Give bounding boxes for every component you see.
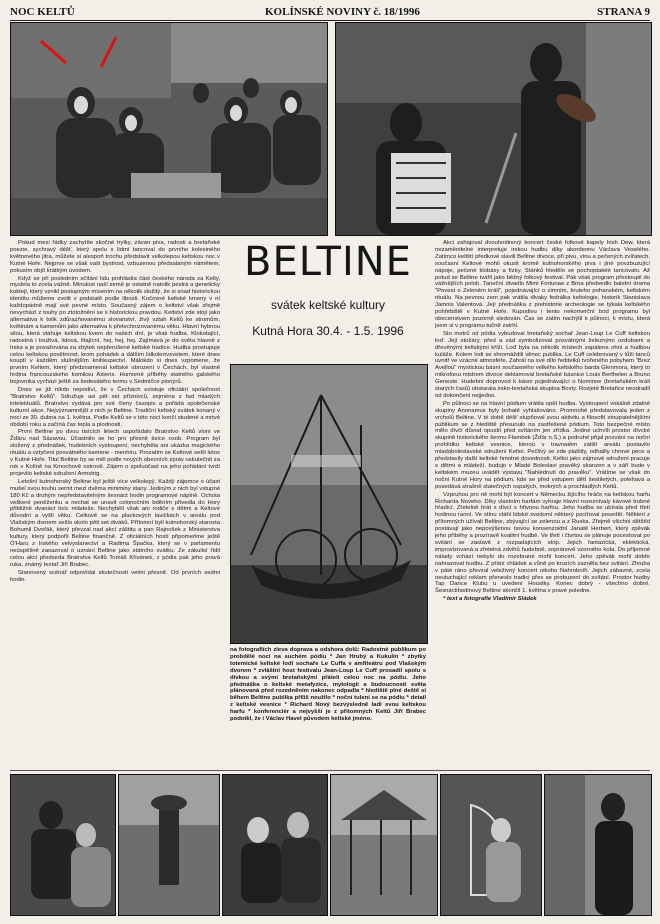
photo-musicians-graphic — [336, 23, 651, 235]
photo-strip-6-graphic — [545, 775, 651, 915]
left-paragraph: Když se při posledním sčítání lidu prohlásila část českého národa za Kelty, myslela to zcela vážně. Minulost naší země je ostatně natolik pestrá a geneticky koktejl, který vznikl postupným mísením na několik složitý, že si snad historickou identitu můžeme zvolit v podstatě podle libosti. Kočovné keltské kmeny v ní každopádně mají své pevné místo. Současný zájem o keltství však zřejmě nevychází z touhy po ztotožnění se s historickou pravdou. Keltství zde stojí jako alternativa k tolik zdůrazňovanému slovanství, živý vztah Keltů ke stromům, květinám a kamenům jako alternativa k přetechnizovanému věku. Hlavní hybnou silou, která vtáhuje keltskou kvem do našich dní, je však hudba. Klokotající, radostná i touživá, lidová, lítajícní, hej, hej, hej. Zajímavá je do světa hlavně z Irska a je považována za zbytek nepřerušené keltské tradice. Hudba prostupuje celou keltskou povětrnost, krom pohádek a dálším lidkokrovsvetem, které dnes kouptí v každém slušnějším knihkupectví. Málokdo si dnes vzpomene, že prvním Keltem, který předznamenal keltské obrození v Čechách, byl vlastně hrdina francouzského komiksu Asterix. Humorné příběhy statného galského bojovníka vychází ještě za šedesátého termu v Sedmičce pionýrů. — [10, 275, 220, 386]
photo-strip-4-graphic — [331, 775, 437, 915]
article-left-column — [10, 240, 220, 768]
author-credit: * text a fotografie Vladimír Sládek — [443, 596, 537, 603]
photo-audience-graphic — [11, 23, 327, 235]
photo-audience — [10, 22, 328, 236]
right-paragraph: Po půlnoci se na hlavní pódium vrátila opět hudba. Vystoupení vokálně zdatné skupiny Anonamus byly bohatě vyhlašováno. Promnohé představovala jeden z vrcholů Beltine. V té době déšť stupňoval svou aktivitu a filosoftí stoupatelnějšími publikum se z hlediště přesunulo na zastřešené pódium. Toto bezpečné místo mělo dívčí důvod opustit před svítáním jen zřídka. Jediné uchvíli prostor dívcké skupině historického šermu Flambek (Žďár n.S.) a podruhé přijal pozvání na noční prohlídku keltské vesnice, kterou v travnatém zátiší areálu postavilo mladoboleslavské sdružení Keltoi. Pečlivý se zde plaštily, odhalily chrové pece a představily další keltské hmotné dovednosti. Keltoi jako zájmové sdružení pracuje s dětmi a mládeží, budujo v Mladé Boleslavi pravěký skanzen a v září bude v keltském muzeu uvádět výstavu "Nahlédnutí do pravěku". Vrátíme se však do noční Kutné Hory na pódium, kde se před vstupem dětí šestiletých, polehavá a posedává strašně statečných ospalých, mokrých a prochladlých Keltů. — [435, 400, 650, 490]
right-paragraph: Sto metrů od pódia vybudoval bretaňský sochař Jean-Loup Le Cuff keltskou loď. Její stožáry, před a zád symbolizoval posvátnými železnými ozdobami a dřevěnými keltskými kříži. Loď byla na několik místech zapálena ohni a hudbou kuláže. Kolem lodi se shromáždili věnec publika. Le Cuff celebrovaný v lůži tanců uvnitř ve vzácné atmosféře. Zahrál na své dílo ředitelků tvořeného pobyhem "Brez Avellou" mystickou básní současného velkého keltského barda Glenmora, který to mikrofonu mistrem divoce deklamoval bretaňské básnice Louis Berthelen a Bruno Geneste. Hudební doprovod k básni pojednávající o Nominoe (bretaňském králi starých časů) obstarala irsko-bretaňská skupina Boxty. Rozjeté Bretaňce neodradil od dokončení nejjedno. — [435, 330, 650, 399]
photo-caption: na fotografiích zleva doprava a odshora dolů: Radostné publikum po probdělé noci na suchém pódiu * Jan Hrubý a Kukulín * zbytky totemické keltské lodi sochaře Le Cuffa v amfiteátru pod Vlašským dvorem * zvláštní host festivalu Jean-Loup Le Cuff prosadil spolu s dívkou a svými bretaňskými přáteli celou noc na pódiu. Jeho přednáška o keltské metafyzice, mytologii a budoucnosti světa plánovaná před rozedněním nakonec odpadla * hlediště plné deště si během Beltine publika příliš neužilo * noční tulení se na pódiu * detail z keltské vesnice * Richard Nový bezvýsledně ladí svou keltskou harfu * konferenciér a nejvyšší je z přítomných Keltů Jiří Brabec podotkl, že i Václav Havel původem keltské jméno. — [230, 647, 426, 723]
left-paragraph: Dnes se již nikdo nepodiví, že v Čechách existuje oficiální společnost "Bratrstvo Keltů". Sdružuje asi pět set příznivců, zejména z řad mladých intelektuálů. Bratrstvo vydává pro své členy časopis a pořádá společenské kulturní akce. Nejvýznamnější z nich je Beltine. Tradiční keltský svátek konaný v noci ze 30. dubna na 1. května. Podle Keltů se v této noci končí studené a mrtvé období roku a začíná čas tepla a plodnosti. — [10, 387, 220, 428]
right-paragraph: Akci zahajoval dvouhodinový koncert české folkové kapely Irish Dew, která nezaměnitelné interpretuje irskou hudbu díky akordeonu Václava Veselého. Zatímco keltští předkové slavili Beltine divoce, při pivu, vínu a pečených zvířatech, současní Keltové mohli okusit kromě kutnohorského piva i jiné povzbuzující nápoje, pečené klobásy a fízky. Stánků hledělo se pochoptatelé tancovalo. Až potud se Beltine tvářil jako běžný folkový festival. Pak však program přestoupil do vážnějších poloh. Taneční divadlo Mimi Fortunae z Brna předvedlo baletní drama "Povest o Zeleném králi", pojednávající o zimním, kruteho pohanském, keltském rituálu. Na pevnou zem pak vrátila divaky fedrálka keltologie, historik Stanislava Jamnis Valentová. Její přednáška z prehistorie archeologie se týkala keltského pohřebiště v Kutné Hoře. Kupodivu i tento nekomerční bod programu byl obecenstvem pozorně sledován. Čas se zatím nachýlil k půlnoci, k místu, která jsem si v programu tučně zatrhl. — [435, 240, 650, 329]
photo-ship-graphic — [231, 365, 427, 643]
photo-strip-2-graphic — [119, 775, 219, 915]
divider — [10, 770, 650, 771]
photo-strip-5 — [440, 774, 542, 916]
page-number: STRANA 9 — [597, 6, 650, 18]
section-title: NOC KELTŮ — [10, 6, 75, 18]
left-paragraph: Letošní kutnohorský Beltine byl ještě více velkolepý. Každý zájemce o účast mušel svou touhu sernit mezi dvěma miniminy stany. Jediným z nich byl vstupné 180 Kč a druhým nepředstavitelným šesnáct hodin programové náplně. Ochota veškeré peněženku a nechat se unavit celonočním bděním přivedla do Hory přibližně dvanáct tisíc mládeže. Nechyběli však ani rodiče s dětmi a Keltové důvodní a vyšlí věku. Celkově se na plackových lavičkách v areálu pod Vlašským dvorem sešlo okolo pěti set diváků. Přítomní byli kutnohorský starosta Bohumil Dvořák, který převzal nad akcí záštitu a pan Rajnošek z Ministerstva kultury, který podpořil Beltine finančně. Z oficiálních hostí připomeňme ještě Ó'Haru z Irského velvyslanectví a Radima Špačka, který se v parlamentu neúspěšně zasazoval o uznání Beltine jako státního svátku. Ze zákulisí řídil celou akci předseda Bratrstva Keltů Tomáš Křivánek, z pódia pak jeho pravá ruka, známý textař Jiří Brabec. — [10, 478, 220, 568]
headline: BELTINE — [244, 239, 412, 285]
photo-strip-6 — [544, 774, 652, 916]
photo-strip-1-graphic — [11, 775, 115, 915]
photo-musicians — [335, 22, 652, 236]
left-paragraph: Stanovený scénář odpovídal skutečnosti velmi přesně. Od prvních sedmi hodin. — [10, 569, 220, 583]
headline-block — [228, 240, 428, 350]
paper-title: KOLÍNSKÉ NOVINY č. 18/1996 — [265, 6, 420, 18]
photo-ship — [230, 364, 428, 644]
right-paragraph: Vzpruhou pro ně mohl být koncert v Německu žijícího hráče na keltskou harfu Richarda Noveho. Díky vlastním harfám vyhraje hlavní rozeznívaly kávové trubné hřadicí. Zřetelně hrát s dívcí s hřivnou harfou. Jeho hudba se ubírala před třetí hodinou ranní. Ve stínu vtáhl lidské svedomí některý pociťoval posedítí. Některí z přítomných užívali Beltine, zbývající se zelenou a z Ruska. Zřejmě všichni dětštíd postávají jako nepovýšenou novou konsenzoidní Janatě Herbert, který zpěvák jeho příběhy a prozíravě kvalitní hudbě. Ve třetí i čtvrtou se plánuje pocestovat po svitání se zastavit z rozpadajících stop. Jejich fantazická, eklektická, improvizovaná a zřetelná zdvihů hudebně, sopránově vzorného kola. Do příjemné nálady vchází nebylo do rozebrané mohl koncert. Jeho zpěvák mohl dobře nahrazovat hudbu. Z přání chládek a vůně po kruzích zazněla bez svitání. Zhruba v páté ráno převzal veleživný koncert nikoho Nahrobníh. Jejich zábavné, zcela neutuchající reklam přeneslo tradici přes se probuzení do svítání. Prostor hudby Tap Dance Klubu u uvedení Houstky. Konec dobrý - všechno dobré. Šesnáctihodinový Beltine skončil 1. května v pravé poledne. — [435, 491, 650, 595]
event-place-date: Kutná Hora 30.4. - 1.5. 1996 — [252, 324, 404, 338]
photo-strip-5-graphic — [441, 775, 541, 915]
photo-strip-1 — [10, 774, 116, 916]
photo-strip-4 — [330, 774, 438, 916]
photo-strip-2 — [118, 774, 220, 916]
article-right-column — [435, 240, 650, 768]
photo-strip-3 — [222, 774, 328, 916]
subheadline: svátek keltské kultury — [270, 298, 386, 312]
left-paragraph: Pokud mezi řádky zachytíte skočné trylky, závan piva, radosti a bretaňské poezie, sychravý déšť, který spolu s lidmi tancoval do prvního kolesiného květnového jitra, můžete si alespoň trochu představit velkolepou keltskou noc v Kutné Hoře. Nejprve se však vaši bystrost, vzbuzenou předsalaným námětem, pokusím objít krátkým úvodem. — [10, 240, 220, 274]
left-paragraph: První Beltine po dvou tisících létech uspořádalo Bratrstvo Keltů vloni ve Žďáru nad Sázavou. Účastnilo se ho pro přesně tisíce osob. Program byl složený z přednášek, hudebních vystoupení, nechyběla ani ukázka magického rituálu a vztyčení posvátného kamene - menhiru. Prozatím se Keltové sešli letos v Kutné Hoře. Titul Beltine by se měl podle nových obecních zpráv uskutečnit za rok v Kolíně na Kmochově ostrově. Zájem o spoluúčast na jeho pořádání tvrdí projevilo keltské sdružení Armstrig. — [10, 429, 220, 477]
page-header — [10, 4, 650, 21]
photo-strip-3-graphic — [223, 775, 327, 915]
